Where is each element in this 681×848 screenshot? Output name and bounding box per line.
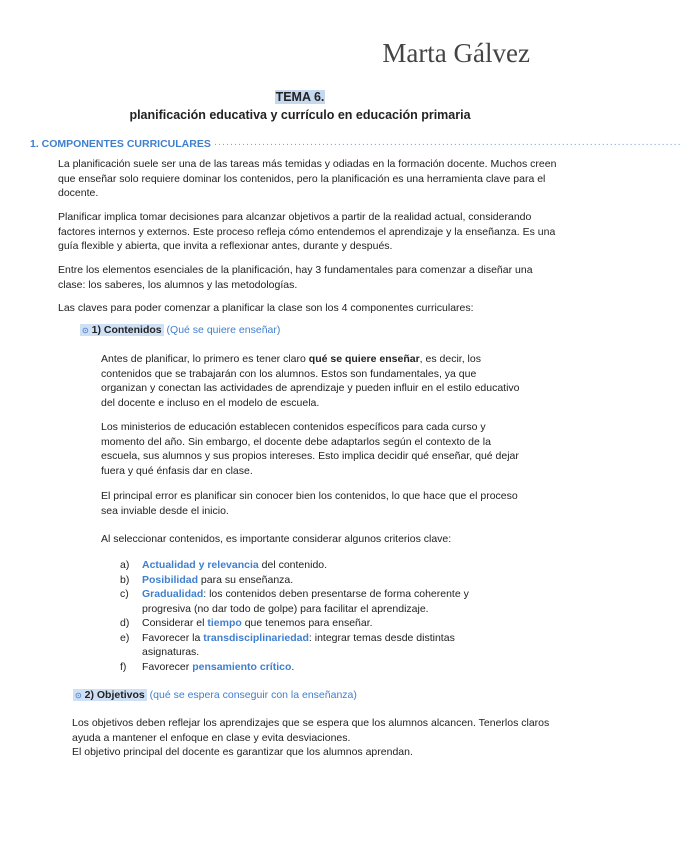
list-item: d) Considerar el tiempo que tenemos para enseñar. [120,617,373,629]
objetivos-paragraph-1: Los objetivos deben reflejar los aprendizajes que se espera que los alumnos alcancen. Tenerlos claros ayuda a mantener el enfoque en clase y evita desviaciones. [72,717,550,744]
objetivos-heading: ⊙ 2) Objetivos (qué se espera conseguir con la enseñanza) [75,689,357,701]
section-heading: 1. COMPONENTES CURRICULARES ····················································································································· [30,138,681,150]
list-item: f) Favorecer pensamiento crítico. [120,660,295,673]
intro-paragraph: La planificación suele ser una de las tareas más temidas y odiadas en la formación docente. Muchos creen que enseñar solo requiere dominar los contenidos, pero la planificación es una herramienta clave para el docente. [58,158,557,199]
collapse-arrow-icon: ⊙ [75,691,82,700]
criteria-list [120,558,500,674]
topic-number: TEMA 6. [275,90,325,104]
contenidos-paragraph-2: Los ministerios de educación establecen contenidos específicos para cada curso y momento del año. Sin embargo, el docente debe adaptarlos según el contexto de la escuela, sus alumnos y sus propios intereses. Esto implica decidir qué enseñar, qué dejar fuera y qué énfasis dar en clase. [101,421,519,477]
collapse-arrow-icon: ⊙ [82,326,89,335]
contenidos-paragraph-1: Antes de planificar, lo primero es tener claro qué se quiere enseñar, es decir, los contenidos que se trabajarán con los alumnos. Estos son fundamentales, ya que organizan y conectan las actividades de aprendizaje y pueden influir en el estilo educativo del docente e incluso en el modelo de escuela. [101,353,520,409]
contenidos-paragraph-3: El principal error es planificar sin conocer bien los contenidos, lo que hace que el proceso sea inviable desde el inicio. [101,490,518,517]
contenidos-paragraph-4: Al seleccionar contenidos, es importante considerar algunos criterios clave: [101,533,452,545]
list-item: a) Actualidad y relevancia del contenido. [120,559,328,571]
contenidos-heading: ⊙ 1) Contenidos (Qué se quiere enseñar) [82,324,281,336]
components-paragraph: Las claves para poder comenzar a planificar la clase son los 4 componentes curriculares: [58,302,474,314]
list-item: e) Favorecer la transdisciplinariedad: integrar temas desde distintas asignaturas. [120,631,455,658]
list-item: c) Gradualidad: los contenidos deben presentarse de forma coherente y progresiva (no dar todo de golpe) para facilitar el aprendizaje. [120,588,469,615]
author-name: Marta Gálvez [382,38,530,68]
elements-paragraph: Entre los elementos esenciales de la planificación, hay 3 fundamentales para comenzar a diseñar una clase: los saberes, los alumnos y las metodologías. [58,264,533,291]
planning-paragraph: Planificar implica tomar decisiones para alcanzar objetivos a partir de la realidad actual, considerando factores internos y externos. Este proceso refleja cómo entendemos el aprendizaje y la enseñanza. Es una guía flexible y abierta, que invita a reflexionar antes, durante y después. [58,211,556,252]
list-item: b) Posibilidad para su enseñanza. [120,573,294,586]
objetivos-paragraph-2: El objetivo principal del docente es garantizar que los alumnos aprendan. [72,746,413,758]
topic-title: planificación educativa y currículo en educación primaria [129,108,471,122]
